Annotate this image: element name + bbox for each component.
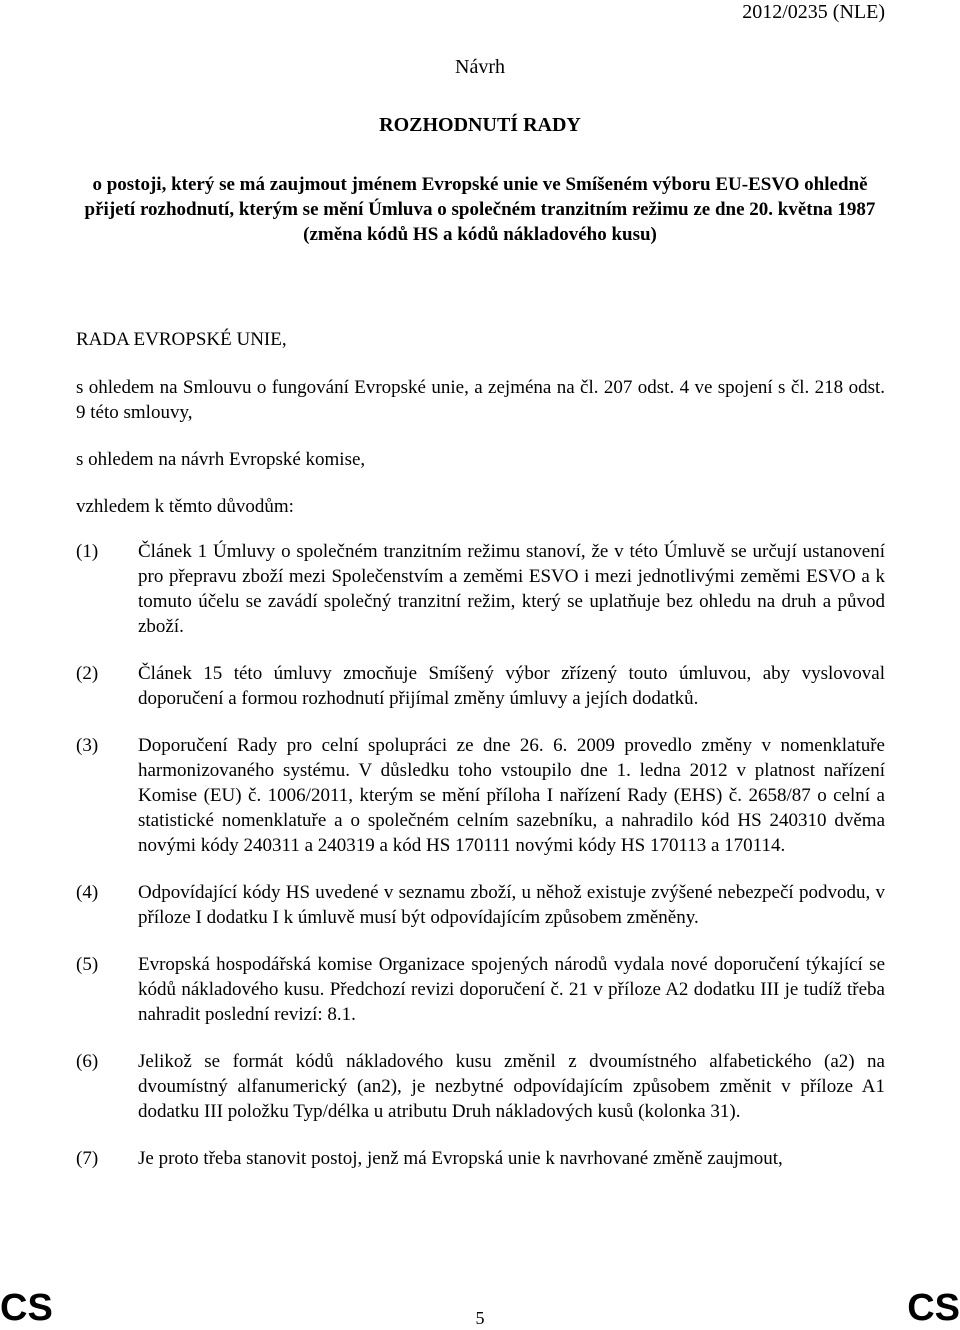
recital-text: Článek 15 této úmluvy zmocňuje Smíšený výbor zřízený touto úmluvou, aby vyslovoval doporučení a formou rozhodnutí přijímal změny úmluvy a jejích dodatků. [138, 663, 885, 709]
recital-item [76, 952, 885, 1027]
recital-text: Článek 1 Úmluvy o společném tranzitním režimu stanoví, že v této Úmluvě se určují ustanovení pro přepravu zboží mezi Společenstvím a zeměmi ESVO i mezi jednotlivými zeměmi ESVO a k tomuto účelu se zavádí společný tranzitní režim, který se uplatňuje bez ohledu na druh a původ zboží. [138, 541, 885, 637]
whereas-intro: vzhledem k těmto důvodům: [76, 496, 294, 517]
recital-number: (2) [76, 663, 99, 684]
document-title: ROZHODNUTÍ RADY [379, 114, 581, 136]
draft-label: Návrh [455, 56, 505, 78]
recitals-list [76, 539, 885, 1193]
recital-item [76, 539, 885, 639]
recital-number: (5) [76, 954, 99, 975]
recital-text: Evropská hospodářská komise Organizace spojených národů vydala nové doporučení týkající se kódů nákladového kusu. Předchozí revizi doporučení č. 21 v příloze A2 dodatku III je tudíž třeba nahradit poslední revizí: 8.1. [138, 954, 885, 1025]
document-reference: 2012/0235 (NLE) [742, 1, 885, 23]
recital-item [76, 1049, 885, 1124]
document-subtitle: o postoji, který se má zaujmout jménem Evropské unie ve Smíšeném výboru EU-ESVO ohledně přijetí rozhodnutí, kterým se mění Úmluva o společném tranzitním režimu ze dne 20. května 1987 (změna kódů HS a kódů nákladového kusu) [84, 174, 876, 245]
proposal-citation: s ohledem na návrh Evropské komise, [76, 449, 366, 470]
recital-number: (1) [76, 541, 99, 562]
treaty-citation: s ohledem na Smlouvu o fungování Evropské unie, a zejména na čl. 207 odst. 4 ve spojení s čl. 218 odst. 9 této smlouvy, [76, 377, 885, 423]
recital-text: Je proto třeba stanovit postoj, jenž má Evropská unie k navrhované změně zaujmout, [138, 1148, 783, 1169]
footer-language-left: CS [0, 1287, 53, 1329]
recital-number: (7) [76, 1148, 99, 1169]
recital-item [76, 1146, 885, 1171]
page-number: 5 [475, 1308, 485, 1328]
recital-number: (3) [76, 735, 99, 756]
recital-text: Odpovídající kódy HS uvedené v seznamu zboží, u něhož existuje zvýšené nebezpečí podvodu, v příloze I dodatku I k úmluvě musí být odpovídajícím způsobem změněny. [138, 882, 885, 928]
recital-item [76, 733, 885, 858]
footer-language-right: CS [907, 1287, 960, 1329]
recital-number: (4) [76, 882, 99, 903]
recital-item [76, 661, 885, 711]
council-heading: RADA EVROPSKÉ UNIE, [76, 329, 287, 350]
recital-text: Doporučení Rady pro celní spolupráci ze dne 26. 6. 2009 provedlo změny v nomenklatuře harmonizovaného systému. V důsledku toho vstoupilo dne 1. ledna 2012 v platnost nařízení Komise (EU) č. 1006/2011, kterým se mění příloha I nařízení Rady (EHS) č. 2658/87 o celní a statistické nomenklatuře a o společném celním sazebníku, a nahradilo kód HS 240310 dvěma novými kódy 240311 a 240319 a kód HS 170111 novými kódy HS 170113 a 170114. [138, 735, 885, 856]
recital-number: (6) [76, 1051, 99, 1072]
recital-item [76, 880, 885, 930]
recital-text: Jelikož se formát kódů nákladového kusu změnil z dvoumístného alfabetického (a2) na dvoumístný alfanumerický (an2), je nezbytné odpovídajícím způsobem změnit v příloze A1 dodatku III položku Typ/délka u atributu Druh nákladových kusů (kolonka 31). [138, 1051, 885, 1122]
